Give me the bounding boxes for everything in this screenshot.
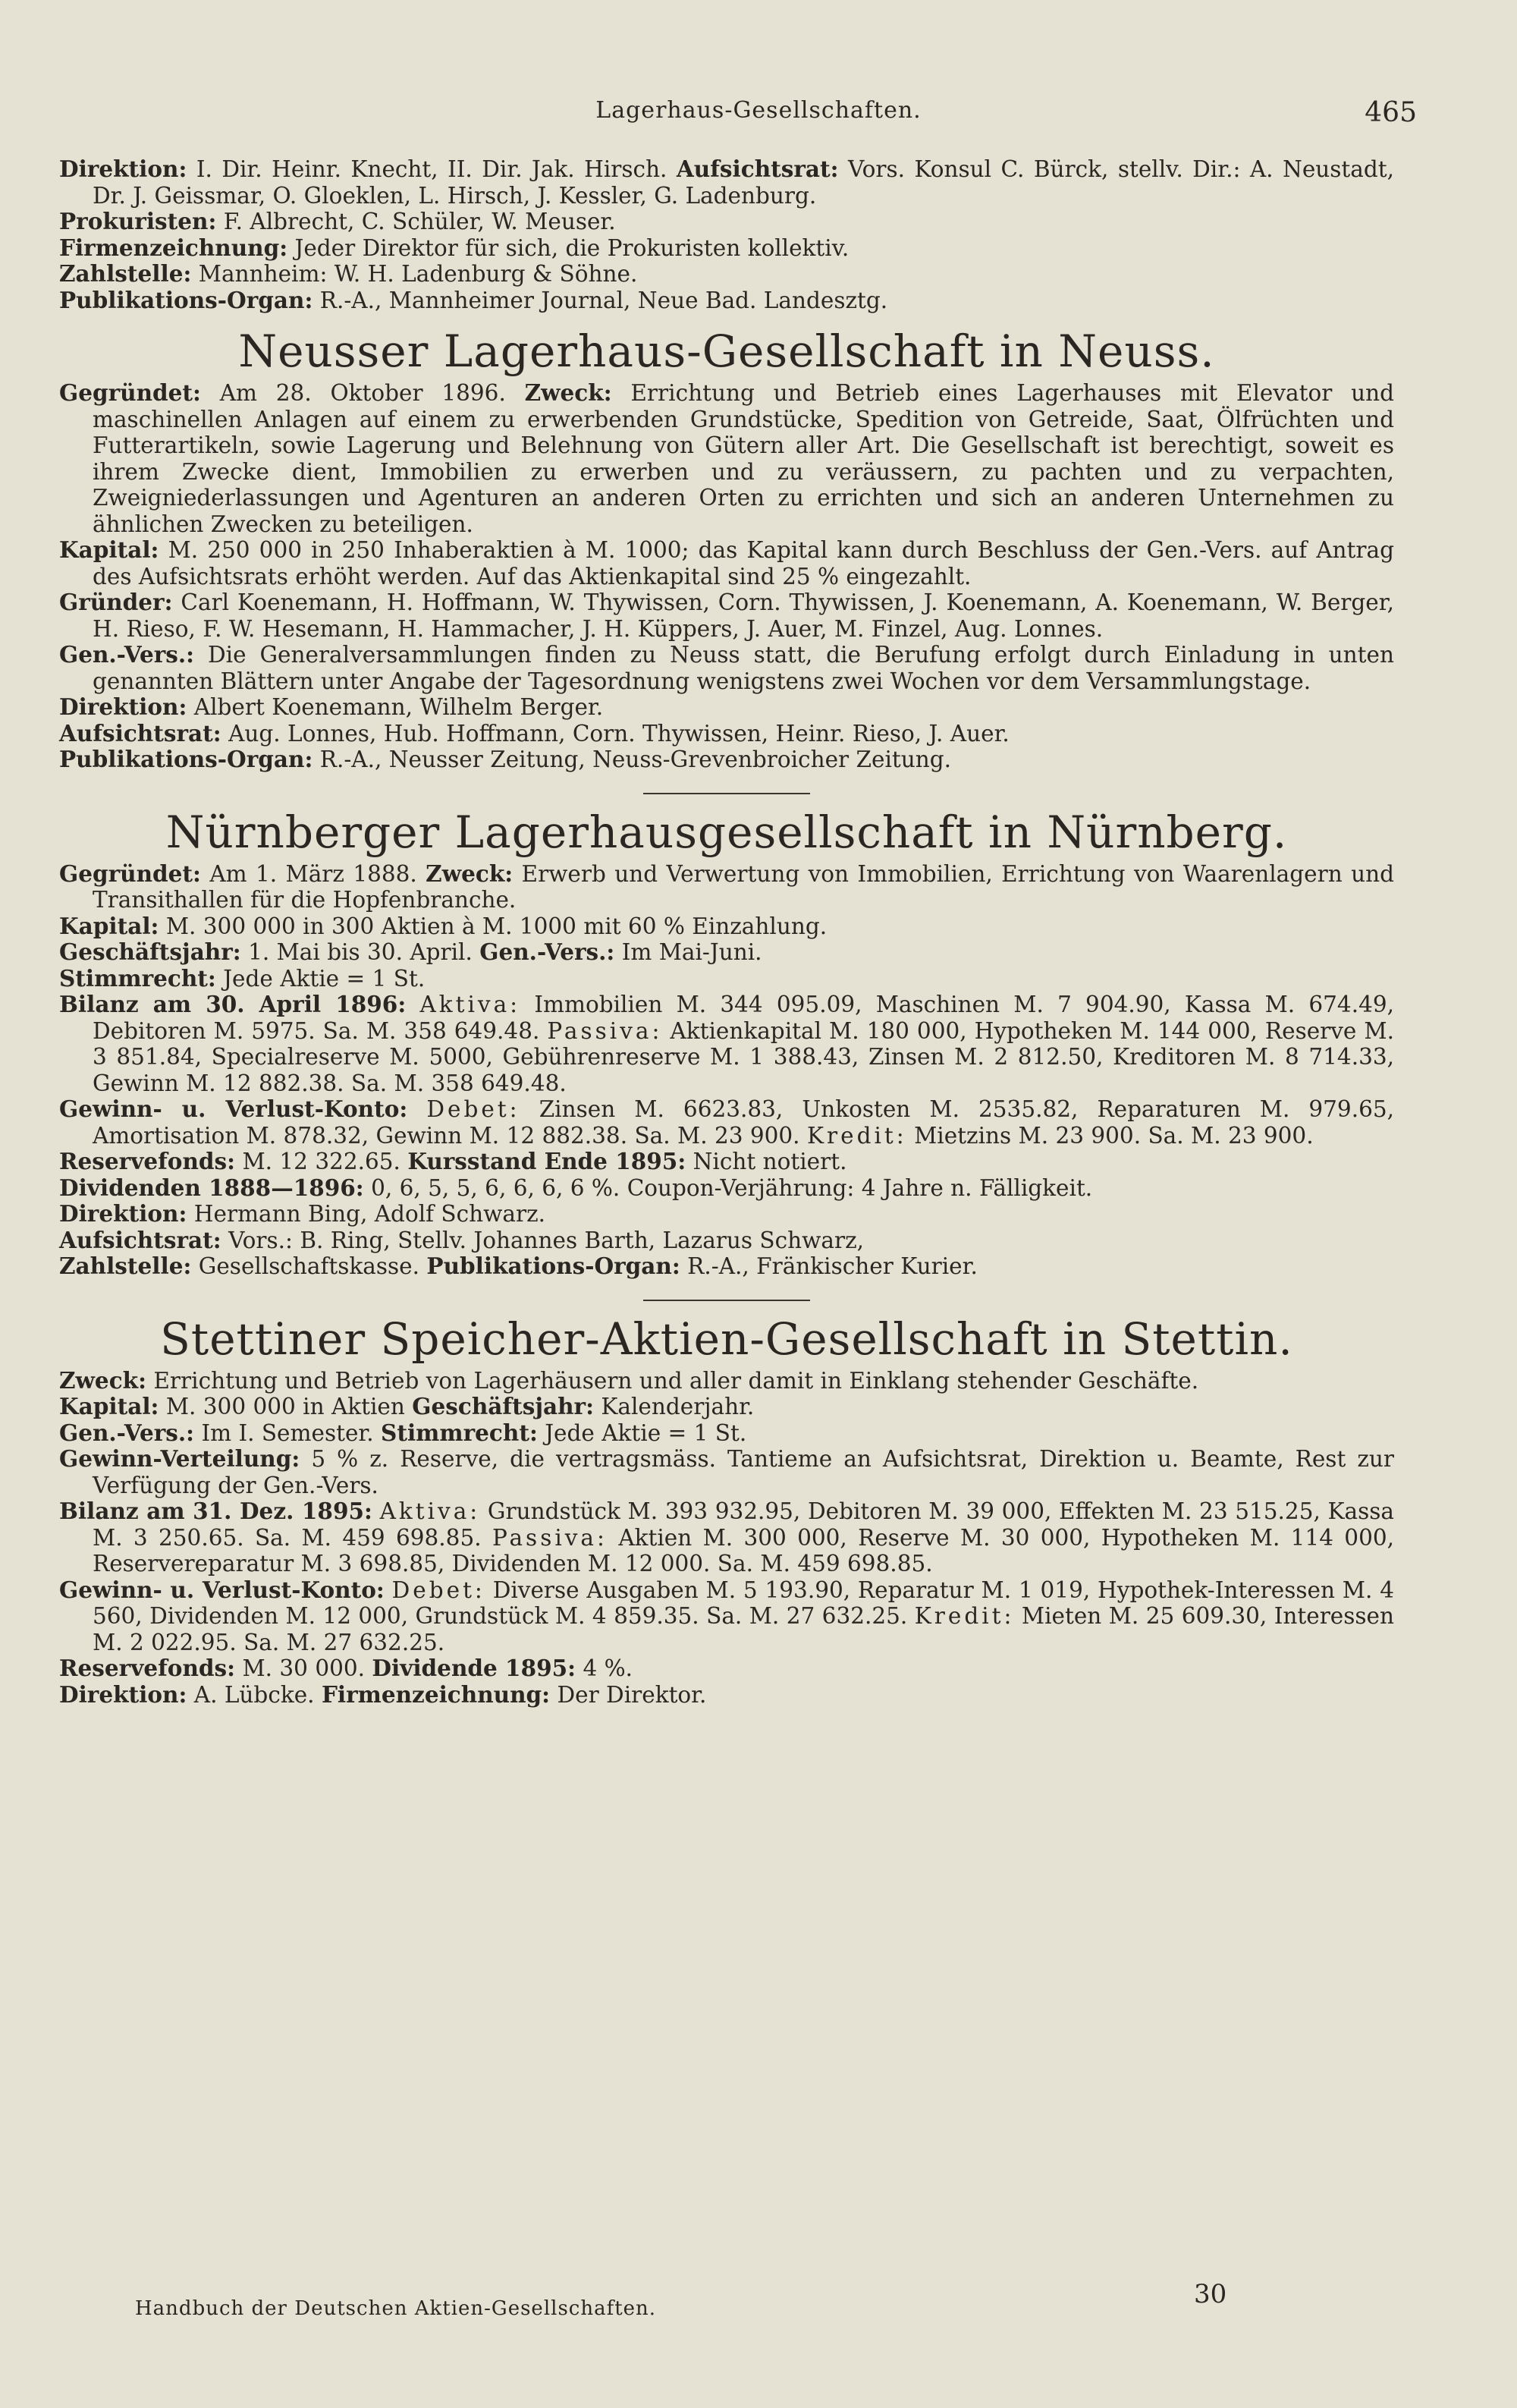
stettin-dividende-label: Dividende 1895: [372, 1655, 576, 1681]
nuernberg-kursstand-text: Nicht notiert. [693, 1149, 847, 1174]
stettin-kapital [59, 1394, 1394, 1420]
top-aufsichtsrat-text: Vors. Konsul C. Bürck, stellv. Dir.: A. Neustadt, Dr. J. Geissmar, O. Gloeklen, L. Hirsch, J. Kessler, G. Ladenburg. [93, 156, 1394, 209]
nuernberg-passiva-text: Aktienkapital M. 180 000, Hypotheken M. 144 000, Reserve M. 3 851.84, Specialreserve M. 5000, Gebührenreserve M. 1 388.43, Zinsen M. 2 812.50, Kreditoren M. 8 714.33, Gewinn M. 12 882.38. Sa. M. 358 649.48. [93, 1017, 1394, 1096]
stettin-genvers-label: Gen.-Vers.: [59, 1419, 195, 1446]
top-direktion-text: I. Dir. Heinr. Knecht, II. Dir. Jak. Hirsch. [196, 156, 667, 182]
page-number: 465 [1365, 97, 1417, 128]
top-prokuristen-text: F. Albrecht, C. Schüler, W. Meuser. [223, 209, 616, 234]
neuss-aufsichtsrat-text: Aug. Lonnes, Hub. Hoffmann, Corn. Thywissen, Heinr. Rieso, J. Auer. [228, 720, 1010, 747]
neuss-aufsichtsrat [59, 721, 1394, 747]
nuernberg-dividenden-label: Dividenden 1888—1896: [59, 1174, 364, 1201]
top-direktion-label: Direktion: [59, 156, 187, 182]
neuss-gegruendet-label: Gegründet: [59, 379, 201, 406]
nuernberg-guv-label: Gewinn- u. Verlust-Konto: [59, 1096, 408, 1122]
running-title: Lagerhaus-Gesellschaften. [595, 97, 922, 124]
neuss-gegruendet-text: Am 28. Oktober 1896. [219, 380, 506, 406]
nuernberg-debet-label: Debet: [426, 1096, 520, 1122]
stettin-kredit-label: Kredit: [914, 1603, 1015, 1629]
top-publikation [59, 288, 1394, 314]
nuernberg-reservefonds-text: M. 12 322.65. [242, 1149, 400, 1174]
nuernberg-gegruendet [59, 861, 1394, 913]
stettin-reservefonds-label: Reservefonds: [59, 1655, 236, 1681]
neuss-title: Neusser Lagerhaus-Gesellschaft in Neuss. [238, 325, 1215, 377]
nuernberg-zahlstelle-label: Zahlstelle: [59, 1253, 192, 1279]
neuss-kapital-label: Kapital: [59, 536, 159, 563]
neuss-publikation-text: R.-A., Neusser Zeitung, Neuss-Grevenbroicher Zeitung. [319, 747, 952, 772]
neuss-publikation [59, 747, 1394, 773]
stettin-passiva-label: Passiva: [492, 1524, 608, 1551]
stettin-passiva-text: Aktien M. 300 000, Reserve M. 30 000, Hypotheken M. 114 000, Reservereparatur M. 3 698.85, Dividenden M. 12 000. Sa. M. 459 698.85. [93, 1524, 1394, 1577]
stettin-reservefonds [59, 1655, 1394, 1682]
nuernberg-coupon-text: Coupon-Verjährung: 4 Jahre n. Fälligkeit. [627, 1174, 1093, 1201]
nuernberg-stimmrecht-text: Jede Aktie = 1 St. [223, 965, 426, 992]
neuss-zweck-text: Errichtung und Betrieb eines Lagerhauses mit Elevator und maschinellen Anlagen auf einem zu erwerbenden Grundstücke, Spedition von Getreide, Saat, Ölfrüchten und Futterartikeln, sowie Lagerung und Belehnung von Gütern aller Art. Die Gesellschaft ist berechtigt, soweit es ihrem Zwecke dient, Immobilien zu erwerben und zu veräussern, zu pachten und zu verpachten, Zweigniederlassungen und Agenturen an anderen Orten zu errichten und sich an anderen Unternehmen zu ähnlichen Zwecken zu beteiligen. [93, 380, 1394, 537]
stettin-aktiva-text: Grundstück M. 393 932.95, Debitoren M. 39 000, Effekten M. 23 515.25, Kassa M. 3 250.65. Sa. M. 459 698.85. [93, 1498, 1394, 1551]
top-direktion [59, 156, 1394, 209]
nuernberg-debet-text: Zinsen M. 6623.83, Unkosten M. 2535.82, Reparaturen M. 979.65, Amortisation M. 878.32, Gewinn M. 12 882.38. Sa. M. 23 900. [93, 1096, 1394, 1149]
neuss-genvers-label: Gen.-Vers.: [59, 641, 195, 668]
section-divider-1 [643, 793, 810, 794]
nuernberg-geschaeftsjahr [59, 939, 1394, 966]
nuernberg-kapital-label: Kapital: [59, 912, 159, 939]
nuernberg-aufsichtsrat [59, 1228, 1394, 1254]
nuernberg-dividenden [59, 1175, 1394, 1202]
stettin-aktiva-label: Aktiva: [379, 1498, 481, 1524]
nuernberg-geschaeftsjahr-label: Geschäftsjahr: [59, 938, 241, 965]
nuernberg-dividenden-text: 0, 6, 5, 5, 6, 6, 6, 6 %. [371, 1174, 620, 1201]
nuernberg-zahlstelle-text: Gesellschaftskasse. [198, 1253, 420, 1279]
stettin-debet-label: Debet: [391, 1577, 485, 1603]
neuss-direktion-text: Albert Koenemann, Wilhelm Berger. [193, 694, 604, 720]
stettin-zweck-text: Errichtung und Betrieb von Lagerhäusern und aller damit in Einklang stehender Geschäfte. [153, 1367, 1199, 1394]
nuernberg-genvers-text: Im Mai-Juni. [621, 939, 762, 965]
neuss-gruender-text: Carl Koenemann, H. Hoffmann, W. Thywissen, Corn. Thywissen, J. Koenemann, A. Koenemann, W. Berger, H. Rieso, F. W. Hesemann, H. Hammacher, J. H. Küppers, J. Auer, M. Finzel, Aug. Lonnes. [93, 589, 1394, 642]
nuernberg-bilanz-label: Bilanz am 30. April 1896: [59, 991, 407, 1017]
stettin-kapital-text: M. 300 000 in Aktien [165, 1394, 405, 1419]
top-zahlstelle-text: Mannheim: W. H. Ladenburg & Söhne. [198, 261, 638, 287]
nuernberg-aufsichtsrat-label: Aufsichtsrat: [59, 1226, 221, 1253]
nuernberg-gegruendet-label: Gegründet: [59, 860, 201, 887]
neuss-gruender [59, 589, 1394, 642]
neuss-direktion-label: Direktion: [59, 693, 187, 720]
stettin-direktion-text: A. Lübcke. [193, 1681, 315, 1708]
neuss-genvers [59, 642, 1394, 694]
nuernberg-direktion [59, 1201, 1394, 1228]
stettin-bilanz [59, 1498, 1394, 1577]
stettin-gewinnverteilung-label: Gewinn-Verteilung: [59, 1445, 300, 1472]
stettin-kapital-label: Kapital: [59, 1393, 159, 1419]
stettin-reservefonds-text: M. 30 000. [242, 1655, 366, 1681]
nuernberg-publikation-label: Publikations-Organ: [426, 1253, 680, 1279]
neuss-genvers-text: Die Generalversammlungen finden zu Neuss statt, die Berufung erfolgt durch Einladung in unten genannten Blättern unter Angabe der Tagesordnung wenigstens zwei Wochen vor dem Versammlungstage. [93, 642, 1394, 694]
nuernberg-title: Nürnberger Lagerhausgesellschaft in Nürnberg. [165, 806, 1288, 858]
stettin-stimmrecht-label: Stimmrecht: [381, 1419, 538, 1446]
stettin-debet-text: Diverse Ausgaben M. 5 193.90, Reparatur M. 1 019, Hypothek-Interessen M. 4 560, Dividenden M. 12 000, Grundstück M. 4 859.35. Sa. M. 27 632.25. [93, 1577, 1394, 1629]
stettin-gewinnverteilung [59, 1446, 1394, 1498]
top-prokuristen-label: Prokuristen: [59, 208, 217, 234]
stettin-firmenzeichnung-label: Firmenzeichnung: [321, 1680, 551, 1708]
stettin-geschaeftsjahr-label: Geschäftsjahr: [412, 1393, 594, 1419]
nuernberg-stimmrecht [59, 966, 1394, 992]
top-zahlstelle-label: Zahlstelle: [59, 260, 192, 287]
stettin-genvers-text: Im I. Semester. [201, 1419, 374, 1446]
top-aufsichtsrat-label: Aufsichtsrat: [676, 156, 839, 182]
top-firmenzeichnung-label: Firmenzeichnung: [59, 234, 288, 261]
neuss-zweck-label: Zweck: [524, 379, 612, 406]
neuss-aufsichtsrat-label: Aufsichtsrat: [59, 719, 221, 747]
nuernberg-genvers-label: Gen.-Vers.: [479, 938, 615, 965]
nuernberg-kursstand-label: Kursstand Ende 1895: [407, 1148, 686, 1174]
nuernberg-reservefonds-label: Reservefonds: [59, 1148, 236, 1174]
neuss-direktion [59, 694, 1394, 721]
nuernberg-direktion-label: Direktion: [59, 1200, 187, 1227]
nuernberg-publikation-text: R.-A., Fränkischer Kurier. [687, 1253, 978, 1279]
nuernberg-aktiva-text: Immobilien M. 344 095.09, Maschinen M. 7 904.90, Kassa M. 674.49, Debitoren M. 5975. Sa. M. 358 649.48. [93, 992, 1394, 1044]
stettin-guv-label: Gewinn- u. Verlust-Konto: [59, 1576, 385, 1603]
neuss-gruender-label: Gründer: [59, 589, 173, 615]
footer-book-title: Handbuch der Deutschen Aktien-Gesellschaften. [135, 2297, 657, 2320]
neuss-kapital-text: M. 250 000 in 250 Inhaberaktien à M. 1000; das Kapital kann durch Beschluss der Gen.-Vers. auf Antrag des Aufsichtsrats erhöht werden. Auf das Aktienkapital sind 25 % eingezahlt. [93, 537, 1394, 589]
nuernberg-bilanz [59, 992, 1394, 1096]
stettin-gewinnverteilung-text: 5 % z. Reserve, die vertragsmäss. Tantieme an Aufsichtsrat, Direktion u. Beamte, Rest zur Verfügung der Gen.-Vers. [93, 1446, 1394, 1498]
nuernberg-direktion-text: Hermann Bing, Adolf Schwarz. [193, 1201, 546, 1227]
nuernberg-gegruendet-text: Am 1. März 1888. [209, 860, 417, 887]
nuernberg-kredit-text: Mietzins M. 23 900. Sa. M. 23 900. [914, 1122, 1314, 1149]
stettin-direktion-label: Direktion: [59, 1680, 187, 1708]
neuss-gegruendet [59, 380, 1394, 537]
neuss-publikation-label: Publikations-Organ: [59, 746, 313, 772]
nuernberg-stimmrecht-label: Stimmrecht: [59, 964, 216, 992]
footer-signature-number: 30 [1194, 2279, 1227, 2309]
top-publikation-text: R.-A., Mannheimer Journal, Neue Bad. Landesztg. [319, 287, 888, 313]
stettin-title: Stettiner Speicher-Aktien-Gesellschaft in Stettin. [160, 1312, 1293, 1365]
stettin-guv [59, 1577, 1394, 1656]
stettin-kredit-text: Mieten M. 25 609.30, Interessen M. 2 022.95. Sa. M. 27 632.25. [93, 1603, 1394, 1655]
stettin-bilanz-label: Bilanz am 31. Dez. 1895: [59, 1498, 372, 1524]
nuernberg-zweck-label: Zweck: [426, 860, 514, 887]
stettin-zweck [59, 1368, 1394, 1394]
nuernberg-guv [59, 1096, 1394, 1149]
stettin-dividende-text: 4 %. [583, 1655, 633, 1681]
neuss-kapital [59, 537, 1394, 589]
nuernberg-kapital-text: M. 300 000 in 300 Aktien à M. 1000 mit 60 % Einzahlung. [165, 913, 828, 939]
section-divider-2 [643, 1300, 810, 1301]
nuernberg-passiva-label: Passiva: [547, 1017, 663, 1044]
stettin-direktion [59, 1682, 1394, 1709]
nuernberg-aufsichtsrat-text: Vors.: B. Ring, Stellv. Johannes Barth, Lazarus Schwarz, [228, 1227, 865, 1253]
nuernberg-aktiva-label: Aktiva: [419, 992, 521, 1017]
stettin-firmenzeichnung-text: Der Direktor. [557, 1681, 707, 1708]
top-firmenzeichnung-text: Jeder Direktor für sich, die Prokuristen kollektiv. [294, 234, 850, 261]
nuernberg-zahlstelle [59, 1253, 1394, 1280]
top-zahlstelle [59, 261, 1394, 288]
nuernberg-geschaeftsjahr-text: 1. Mai bis 30. April. [248, 939, 473, 965]
stettin-geschaeftsjahr-text: Kalenderjahr. [601, 1394, 755, 1419]
nuernberg-zweck-text: Erwerb und Verwertung von Immobilien, Errichtung von Waarenlagern und Transithallen für die Hopfenbranche. [93, 860, 1394, 913]
nuernberg-kredit-label: Kredit: [806, 1122, 907, 1149]
stettin-zweck-label: Zweck: [59, 1366, 146, 1394]
top-publikation-label: Publikations-Organ: [59, 286, 313, 313]
stettin-genvers [59, 1420, 1394, 1447]
nuernberg-kapital [59, 913, 1394, 940]
top-firmenzeichnung [59, 235, 1394, 262]
nuernberg-reservefonds [59, 1149, 1394, 1175]
page-body [59, 156, 1394, 1708]
top-prokuristen [59, 209, 1394, 235]
stettin-stimmrecht-text: Jede Aktie = 1 St. [545, 1419, 747, 1446]
